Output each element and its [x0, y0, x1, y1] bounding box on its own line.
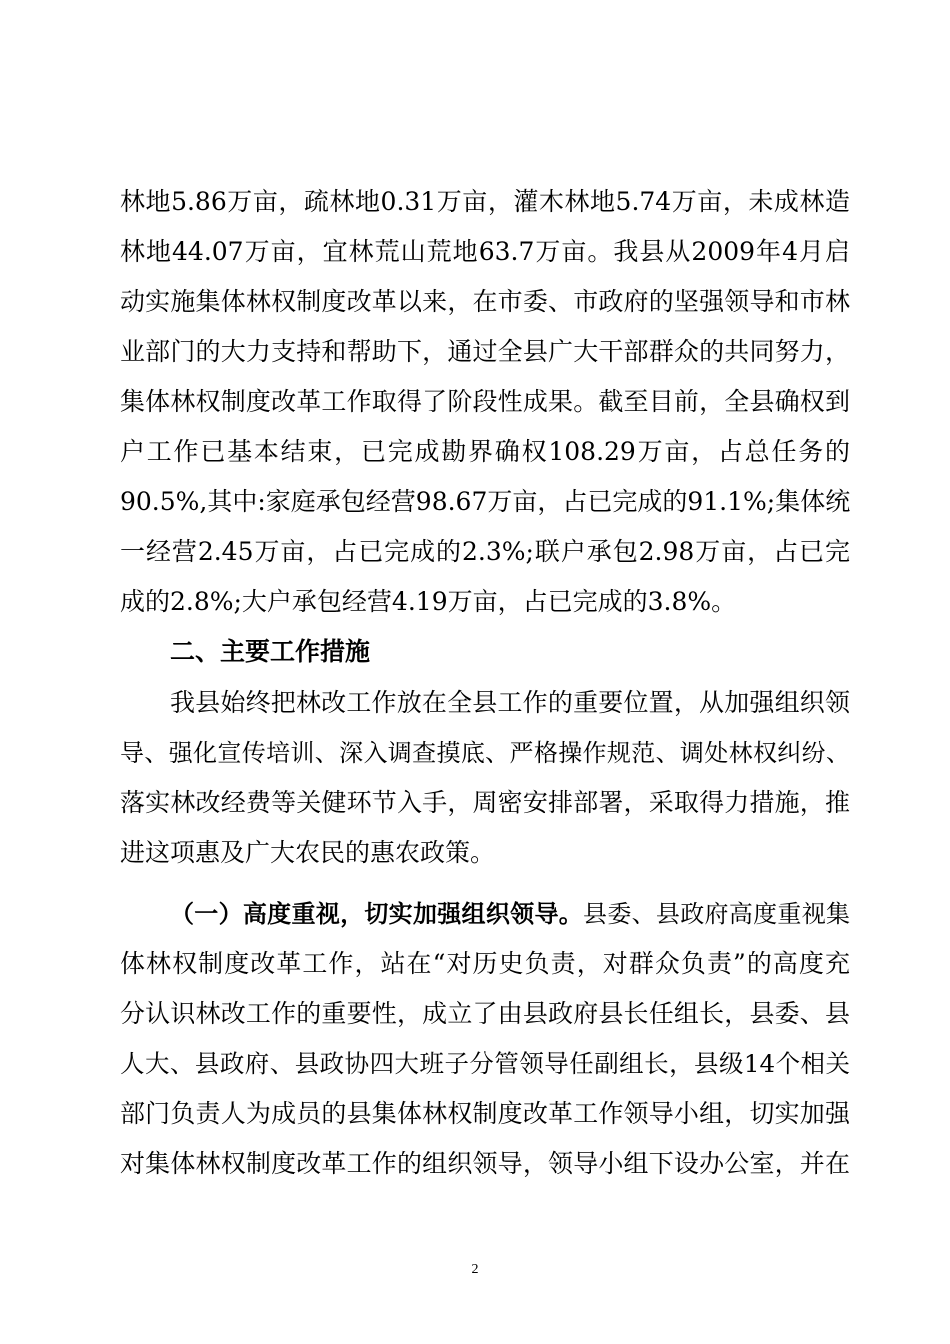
body-text-line: 一经营2.45万亩，占已完成的2.3%;联户承包2.98万亩，占已完: [120, 537, 850, 566]
body-text-line: 落实林改经费等关健环节入手，周密安排部署，采取得力措施，推: [120, 788, 850, 817]
body-text-line: 林地5.86万亩，疏林地0.31万亩，灌木林地5.74万亩，未成林造: [120, 187, 850, 216]
body-text-line: 分认识林改工作的重要性，成立了由县政府县长任组长，县委、县: [120, 999, 850, 1028]
body-text-line: 户工作已基本结束，已完成勘界确权108.29万亩，占总任务的: [120, 437, 850, 466]
section-heading: 二、主要工作措施: [170, 637, 371, 666]
body-text-line: 我县始终把林改工作放在全县工作的重要位置，从加强组织领: [170, 688, 850, 717]
body-text-line: 动实施集体林权制度改革以来，在市委、市政府的坚强领导和市林: [120, 287, 850, 316]
body-text-line: 进这项惠及广大农民的惠农政策。: [120, 838, 496, 867]
body-text-line: 集体林权制度改革工作取得了阶段性成果。截至目前，全县确权到: [120, 387, 850, 416]
body-text-line: 90.5%,其中:家庭承包经营98.67万亩，占已完成的91.1%;集体统: [120, 487, 851, 516]
page-number: 2: [471, 1262, 479, 1277]
body-text-line: 体林权制度改革工作，站在“对历史负责，对群众负责”的高度充: [120, 949, 850, 978]
body-text-line: 林地44.07万亩，宜林荒山荒地63.7万亩。我县从2009年4月启: [120, 237, 850, 266]
body-text-line: 对集体林权制度改革工作的组织领导，领导小组下设办公室，并在: [120, 1149, 850, 1178]
subsection-first-line: [170, 899, 850, 929]
body-text-line: 业部门的大力支持和帮助下，通过全县广大干部群众的共同努力，: [120, 337, 850, 366]
body-text-line: 成的2.8%;大户承包经营4.19万亩，占已完成的3.8%。: [120, 587, 737, 616]
body-text-line: 部门负责人为成员的县集体林权制度改革工作领导小组，切实加强: [120, 1099, 850, 1128]
body-text-line: 导、强化宣传培训、深入调查摸底、严格操作规范、调处林权纠纷、: [120, 739, 850, 767]
body-text-run: 县委、县政府高度重视集: [583, 900, 851, 928]
body-text-line: 人大、县政府、县政协四大班子分管领导任副组长，县级14个相关: [120, 1049, 850, 1078]
subsection-lead: （一）高度重视，切实加强组织领导。: [170, 900, 584, 928]
